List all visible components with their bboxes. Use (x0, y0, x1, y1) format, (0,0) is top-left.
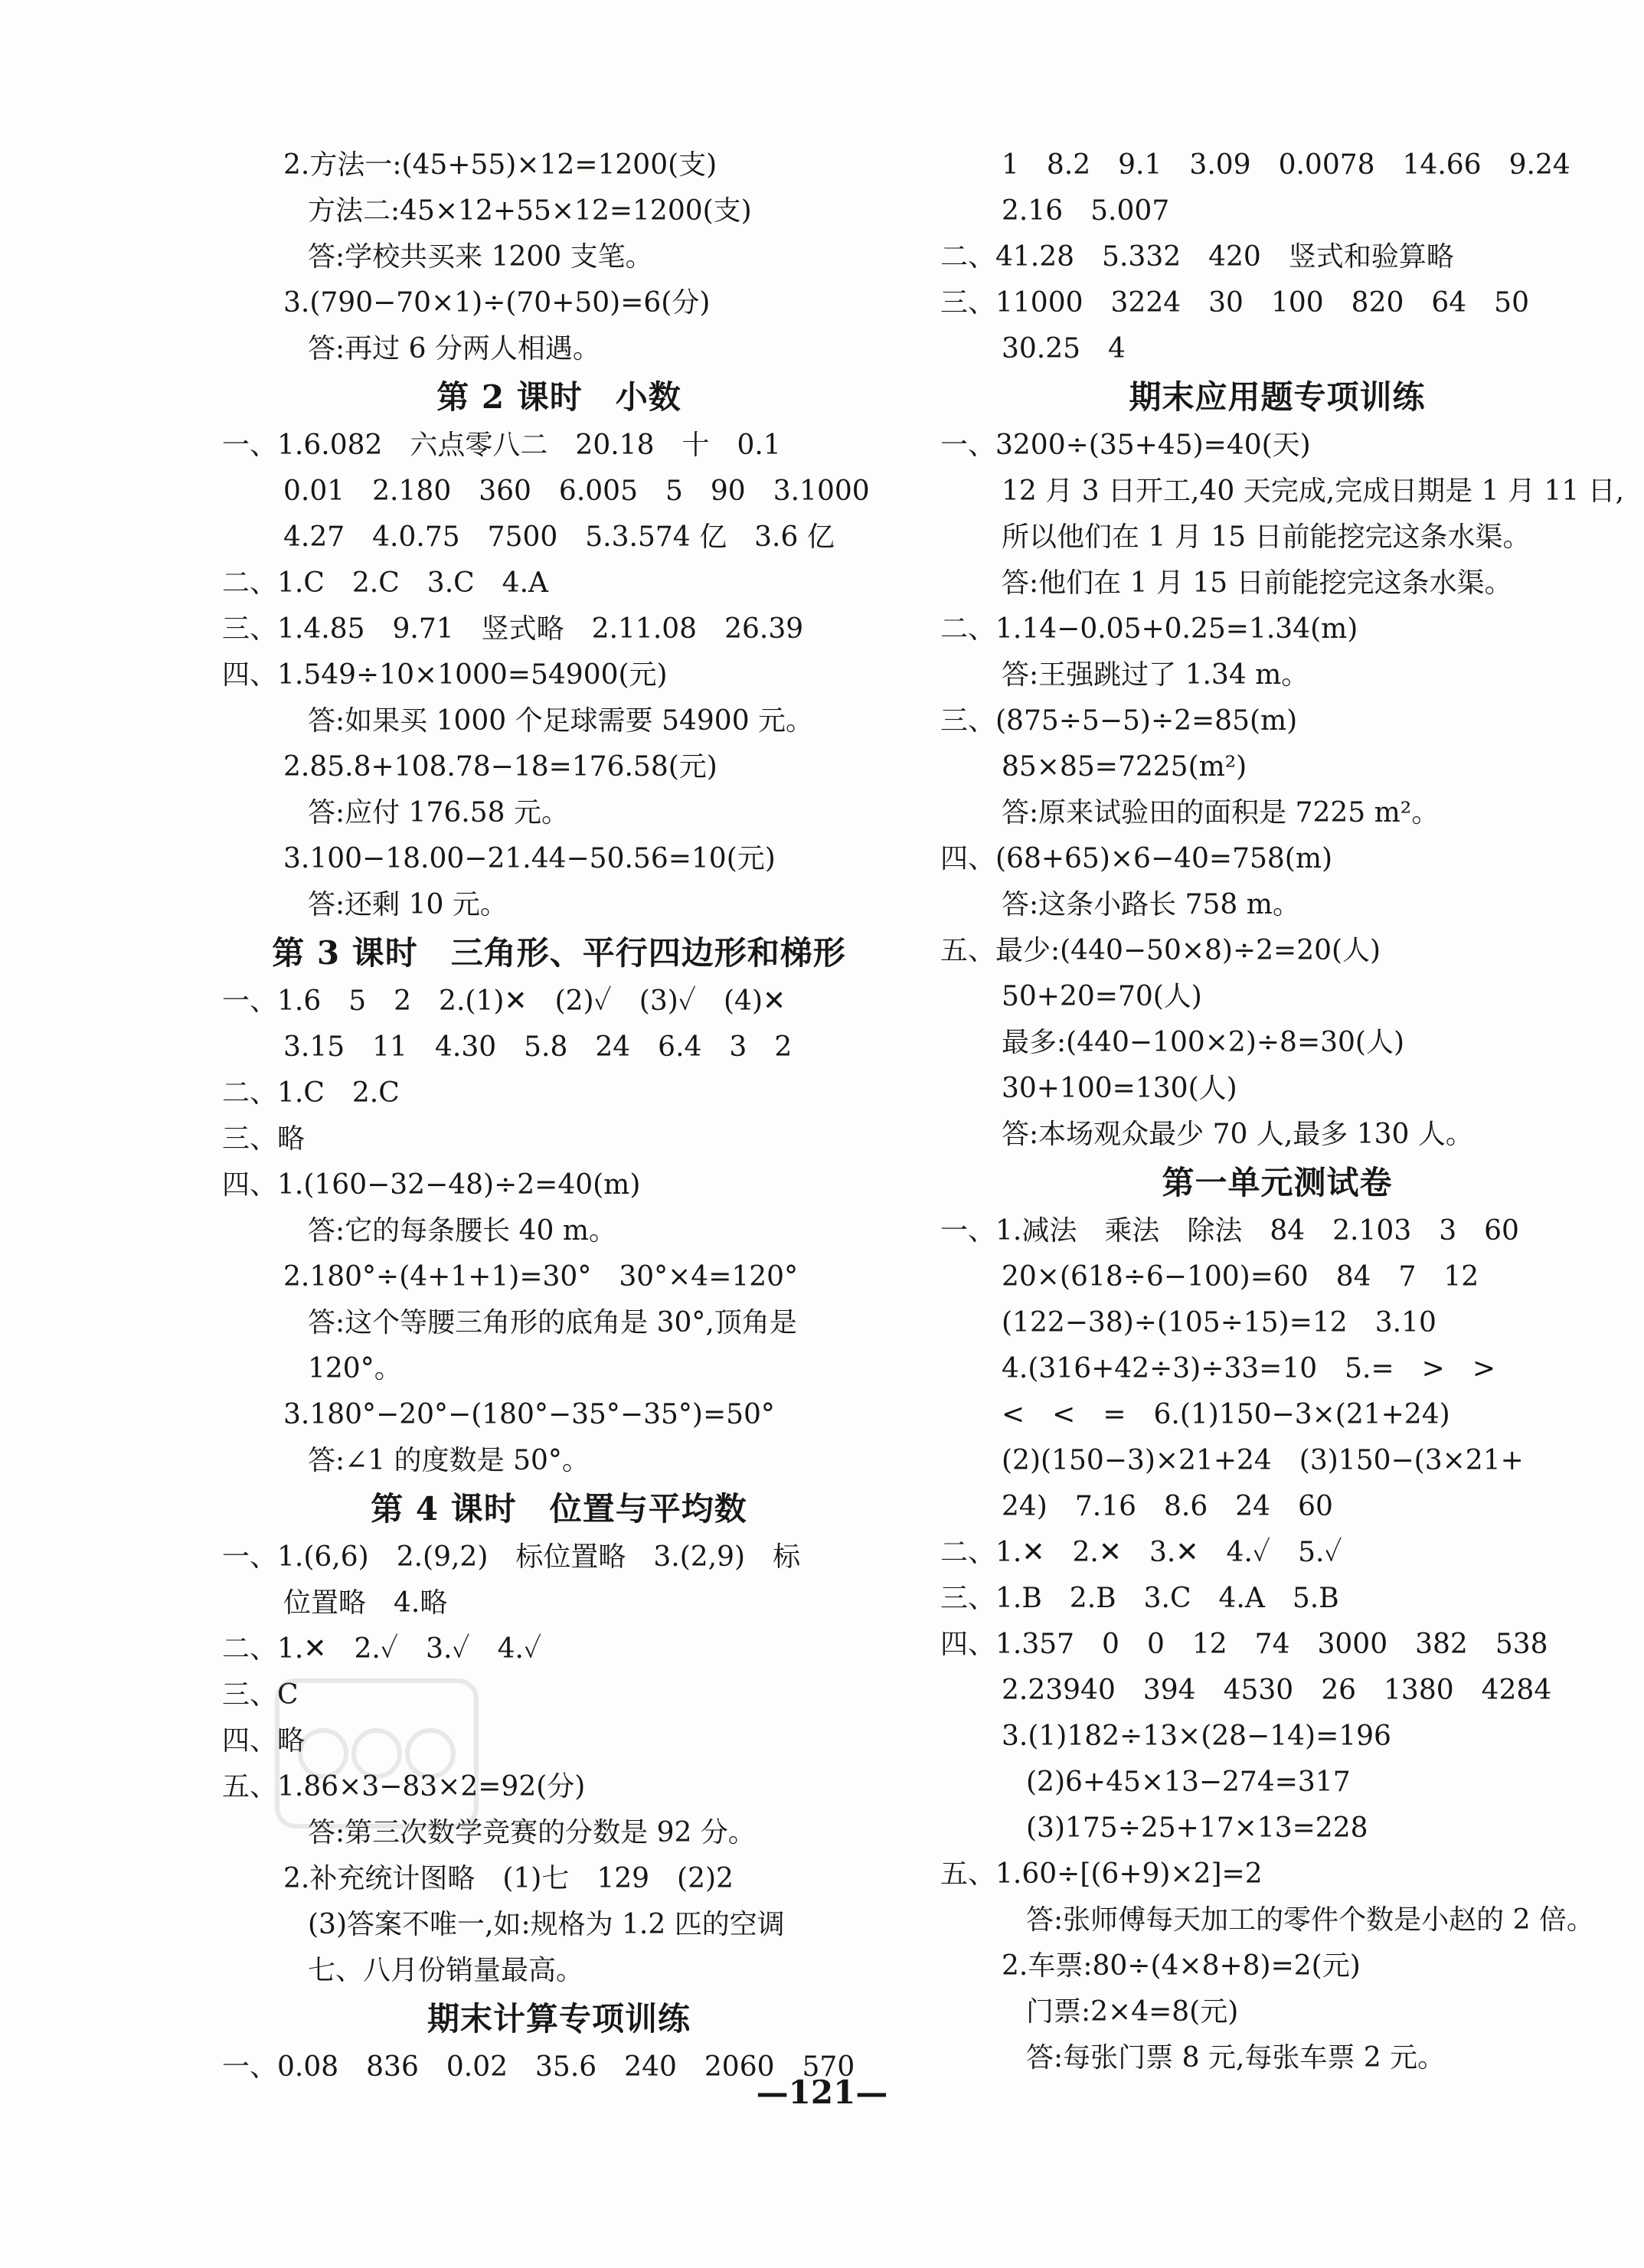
answer-line: 答:学校共买来 1200 支笔。 (308, 241, 653, 273)
answer-line: 120°。 (308, 1353, 402, 1384)
answer-line: 答:再过 6 分两人相遇。 (308, 333, 600, 364)
answer-line: 二、41.28 5.332 420 竖式和验算略 (940, 241, 1454, 273)
answer-line: (2)(150−3)×21+24 (3)150−(3×21+ (1002, 1445, 1524, 1476)
answer-line: 一、3200÷(35+45)=40(天) (940, 430, 1311, 461)
answer-line: 30.25 4 (1002, 333, 1126, 364)
answer-line: 50+20=70(人) (1002, 981, 1202, 1012)
answer-line: 二、1.✕ 2.✕ 3.✕ 4.✓ 5.✓ (940, 1537, 1342, 1568)
answer-line: (122−38)÷(105÷15)=12 3.10 (1002, 1307, 1436, 1338)
answer-line: 20×(618÷6−100)=60 84 7 12 (1002, 1261, 1479, 1292)
answer-line: 二、1.✕ 2.✓ 3.✓ 4.✓ (222, 1633, 542, 1665)
answer-line: (2)6+45×13−274=317 (1026, 1766, 1351, 1798)
answer-line: 2.180°÷(4+1+1)=30° 30°×4=120° (283, 1261, 799, 1292)
answer-line: 一、0.08 836 0.02 35.6 240 2060 570 (222, 2051, 855, 2083)
answer-line: 答:∠1 的度数是 50°。 (308, 1445, 590, 1476)
answer-line: 四、(68+65)×6−40=758(m) (940, 843, 1333, 874)
answer-line: (3)答案不唯一,如:规格为 1.2 匹的空调 (308, 1909, 785, 1940)
answer-line: 三、略 (222, 1123, 306, 1155)
answer-line: 1 8.2 9.1 3.09 0.0078 14.66 9.24 (1002, 149, 1570, 181)
answer-line: 2.85.8+108.78−18=176.58(元) (283, 751, 717, 783)
answer-line: 三、(875÷5−5)÷2=85(m) (940, 705, 1298, 737)
answer-line: 最多:(440−100×2)÷8=30(人) (1002, 1027, 1405, 1058)
answer-line: 五、1.60÷[(6+9)×2]=2 (940, 1858, 1263, 1890)
answer-line: 答:每张门票 8 元,每张车票 2 元。 (1026, 2042, 1446, 2074)
answer-line: 四、略 (222, 1725, 306, 1757)
answer-line: 三、1.B 2.B 3.C 4.A 5.B (940, 1583, 1339, 1614)
section-heading: 第 4 课时 位置与平均数 (371, 1490, 747, 1528)
answer-line: 30+100=130(人) (1002, 1073, 1237, 1104)
answer-line: 24) 7.16 8.6 24 60 (1002, 1491, 1333, 1522)
answer-line: 五、1.86×3−83×2=92(分) (222, 1771, 586, 1802)
answer-line: 三、1.4.85 9.71 竖式略 2.11.08 26.39 (222, 613, 804, 645)
answer-line: 2.23940 394 4530 26 1380 4284 (1002, 1675, 1552, 1706)
section-heading: 第 2 课时 小数 (436, 378, 681, 416)
answer-line: 答:还剩 10 元。 (308, 889, 508, 920)
answer-line: 2.方法一:(45+55)×12=1200(支) (283, 149, 717, 181)
answer-line: 4.(316+42÷3)÷33=10 5.= > > (1002, 1353, 1495, 1384)
answer-line: 四、1.(160−32−48)÷2=40(m) (222, 1169, 641, 1201)
answer-line: 3.180°−20°−(180°−35°−35°)=50° (283, 1399, 775, 1430)
answer-line: 3.(790−70×1)÷(70+50)=6(分) (283, 287, 711, 319)
answer-line: 二、1.14−0.05+0.25=1.34(m) (940, 613, 1358, 645)
answer-line: 位置略 4.略 (283, 1587, 448, 1619)
answer-line: 0.01 2.180 360 6.005 5 90 3.1000 (283, 475, 870, 507)
answer-line: 七、八月份销量最高。 (308, 1955, 584, 1986)
answer-line: 一、1.(6,6) 2.(9,2) 标位置略 3.(2,9) 标 (222, 1541, 801, 1573)
answer-line: 答:如果买 1000 个足球需要 54900 元。 (308, 705, 814, 737)
answer-line: 2.16 5.007 (1002, 195, 1170, 227)
answer-line: 三、11000 3224 30 100 820 64 50 (940, 287, 1529, 319)
answer-line: 2.车票:80÷(4×8+8)=2(元) (1002, 1950, 1361, 1982)
answer-line: 四、1.549÷10×1000=54900(元) (222, 659, 668, 691)
answer-line: 一、1.减法 乘法 除法 84 2.103 3 60 (940, 1215, 1519, 1247)
section-heading: 第 3 课时 三角形、平行四边形和梯形 (272, 934, 846, 972)
answer-line: 答:这个等腰三角形的底角是 30°,顶角是 (308, 1307, 797, 1338)
answer-line: 二、1.C 2.C 3.C 4.A (222, 567, 549, 599)
answer-line: 答:本场观众最少 70 人,最多 130 人。 (1002, 1119, 1473, 1150)
answer-line: 答:应付 176.58 元。 (308, 797, 569, 828)
answer-line: 答:这条小路长 758 m。 (1002, 889, 1300, 920)
answer-line: 答:第三次数学竞赛的分数是 92 分。 (308, 1817, 756, 1848)
answer-line: 方法二:45×12+55×12=1200(支) (308, 195, 752, 227)
answer-line: 三、C (222, 1679, 299, 1711)
answer-line: 四、1.357 0 0 12 74 3000 382 538 (940, 1629, 1548, 1660)
watermark-logo (270, 1673, 484, 1834)
right-column (940, 142, 1625, 2081)
answer-line: 答:王强跳过了 1.34 m。 (1002, 659, 1309, 691)
page-number: —121— (756, 2074, 888, 2111)
answer-line: 答:张师傅每天加工的零件个数是小赵的 2 倍。 (1026, 1904, 1594, 1936)
answer-line: < < = 6.(1)150−3×(21+24) (1002, 1399, 1450, 1430)
section-heading: 第一单元测试卷 (1162, 1164, 1393, 1201)
answer-line: 一、1.6 5 2 2.(1)✕ (2)✓ (3)✓ (4)✕ (222, 985, 786, 1017)
answer-line: 2.补充统计图略 (1)七 129 (2)2 (283, 1863, 734, 1894)
answer-line: 答:原来试验田的面积是 7225 m²。 (1002, 797, 1440, 828)
answer-line: 二、1.C 2.C (222, 1077, 400, 1109)
answer-line: 4.27 4.0.75 7500 5.3.574 亿 3.6 亿 (283, 521, 835, 553)
section-heading: 期末应用题专项训练 (1129, 378, 1426, 416)
section-heading: 期末计算专项训练 (427, 2000, 691, 2038)
answer-line: (3)175÷25+17×13=228 (1026, 1812, 1368, 1844)
answer-line: 答:它的每条腰长 40 m。 (308, 1215, 616, 1247)
answer-line: 3.15 11 4.30 5.8 24 6.4 3 2 (283, 1031, 793, 1063)
answer-line: 所以他们在 1 月 15 日前能挖完这条水渠。 (1002, 521, 1531, 553)
answer-line: 答:他们在 1 月 15 日前能挖完这条水渠。 (1002, 567, 1512, 599)
answer-line: 12 月 3 日开工,40 天完成,完成日期是 1 月 11 日, (1002, 475, 1625, 507)
answer-line: 3.100−18.00−21.44−50.56=10(元) (283, 843, 776, 874)
answer-line: 门票:2×4=8(元) (1026, 1996, 1239, 2028)
answer-line: 3.(1)182÷13×(28−14)=196 (1002, 1721, 1391, 1752)
answer-line: 五、最少:(440−50×8)÷2=20(人) (940, 935, 1381, 966)
answer-line: 一、1.6.082 六点零八二 20.18 十 0.1 (222, 430, 781, 461)
answer-line: 85×85=7225(m²) (1002, 751, 1247, 783)
